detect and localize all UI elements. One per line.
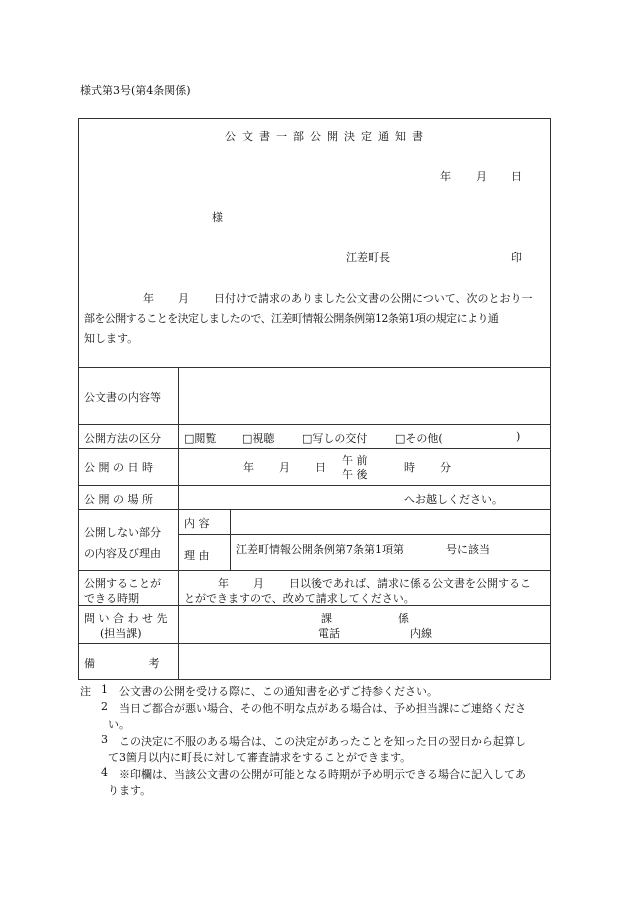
body-year: 年 <box>143 292 154 305</box>
body-month: 月 <box>178 292 189 305</box>
content-label: 公文書の内容等 <box>84 391 161 404</box>
note-2-line-2: い。 <box>108 718 130 731</box>
nondisclosed-reason-suffix: 号に該当 <box>446 543 490 556</box>
contact-label-1: 問 い 合 わ せ 先 <box>84 612 168 625</box>
date-day: 日 <box>511 170 522 183</box>
note-4-line-1: ※印欄は、当該公文書の公開が可能となる時期が予め明示できる場合に記入してあ <box>119 768 526 781</box>
note-3-line-2: て3箇月以内に町長に対して審査請求をすることができます。 <box>108 751 412 764</box>
note-number: 3 <box>101 733 108 746</box>
future-label-1: 公開することが <box>84 577 161 590</box>
note-2-line-1: 当日ご都合が悪い場合、その他不明な点がある場合は、予め担当課にご連絡くださ <box>119 702 526 715</box>
nondisclosed-reason-label: 理 由 <box>184 549 210 562</box>
nondisclosed-label-2: の内容及び理由 <box>84 547 161 560</box>
datetime-pm: 午 後 <box>342 468 368 481</box>
contact-phone: 電話 <box>318 627 340 640</box>
datetime-minute: 分 <box>440 461 451 474</box>
datetime-am: 午 前 <box>342 454 368 467</box>
column-divider <box>230 509 231 570</box>
datetime-label: 公 開 の 日 時 <box>84 461 153 474</box>
row-divider <box>78 367 551 368</box>
row-divider <box>78 485 551 486</box>
body-line-3: 知します。 <box>84 332 139 345</box>
contact-kakari: 係 <box>398 612 409 625</box>
row-divider <box>78 448 551 449</box>
note-number: 2 <box>101 700 108 713</box>
date-month: 月 <box>476 170 487 183</box>
nondisclosed-reason-text: 江差町情報公開条例第7条第1項第 <box>236 543 404 556</box>
method-option-copy: □写しの交付 <box>302 432 368 445</box>
place-value: へお越しください。 <box>404 493 503 506</box>
contact-extension: 内線 <box>410 627 432 640</box>
addressee-suffix: 様 <box>212 211 223 224</box>
nondisclosed-content-label: 内 容 <box>184 517 210 530</box>
contact-label-2: (担当課) <box>100 627 142 640</box>
future-year: 年 <box>218 577 229 590</box>
remarks-label: 備 考 <box>84 657 160 670</box>
document-title: 公文書一部公開決定通知書 <box>225 130 429 143</box>
note-number: 1 <box>101 683 108 696</box>
row-divider <box>78 424 551 425</box>
datetime-year: 年 <box>243 461 254 474</box>
future-label-2: できる時期 <box>84 592 139 605</box>
future-text-1: 日以後であれば、請求に係る公文書を公開するこ <box>289 577 531 590</box>
method-option-other: □その他( <box>395 432 443 445</box>
method-option-listen: □視聴 <box>242 432 275 445</box>
form-number: 様式第3号(第4条関係) <box>80 84 191 97</box>
datetime-month: 月 <box>279 461 290 474</box>
method-option-view: □閲覧 <box>184 432 217 445</box>
body-line-2: 部を公開することを決定しましたので、江差町情報公開条例第12条第1項の規定により通 <box>84 312 499 325</box>
note-3-line-1: この決定に不服のある場合は、この決定があったことを知った日の翌日から起算し <box>119 735 526 748</box>
datetime-hour: 時 <box>404 461 415 474</box>
contact-ka: 課 <box>321 612 332 625</box>
column-divider <box>178 367 179 680</box>
row-divider <box>78 509 551 510</box>
future-month: 月 <box>253 577 264 590</box>
seal-mark: 印 <box>511 251 522 264</box>
nondisclosed-label-1: 公開しない部分 <box>84 526 161 539</box>
method-option-close: ) <box>516 430 521 443</box>
method-label: 公開方法の区分 <box>84 432 161 445</box>
future-text-2: とができますので、改めて請求してください。 <box>184 592 415 605</box>
issuer-name: 江差町長 <box>346 251 390 264</box>
row-divider <box>78 643 551 644</box>
note-number: 4 <box>101 766 108 779</box>
note-4-line-2: ります。 <box>108 784 152 797</box>
notes-lead: 注 <box>80 685 91 698</box>
place-label: 公 開 の 場 所 <box>84 493 153 506</box>
note-1-line-1: 公文書の公開を受ける際に、この通知書を必ずご持参ください。 <box>119 685 438 698</box>
body-line-1: 日付けで請求のありました公文書の公開について、次のとおり一 <box>214 292 533 305</box>
date-year: 年 <box>440 170 451 183</box>
row-divider <box>78 570 551 571</box>
datetime-day: 日 <box>315 461 326 474</box>
row-divider <box>178 534 551 535</box>
